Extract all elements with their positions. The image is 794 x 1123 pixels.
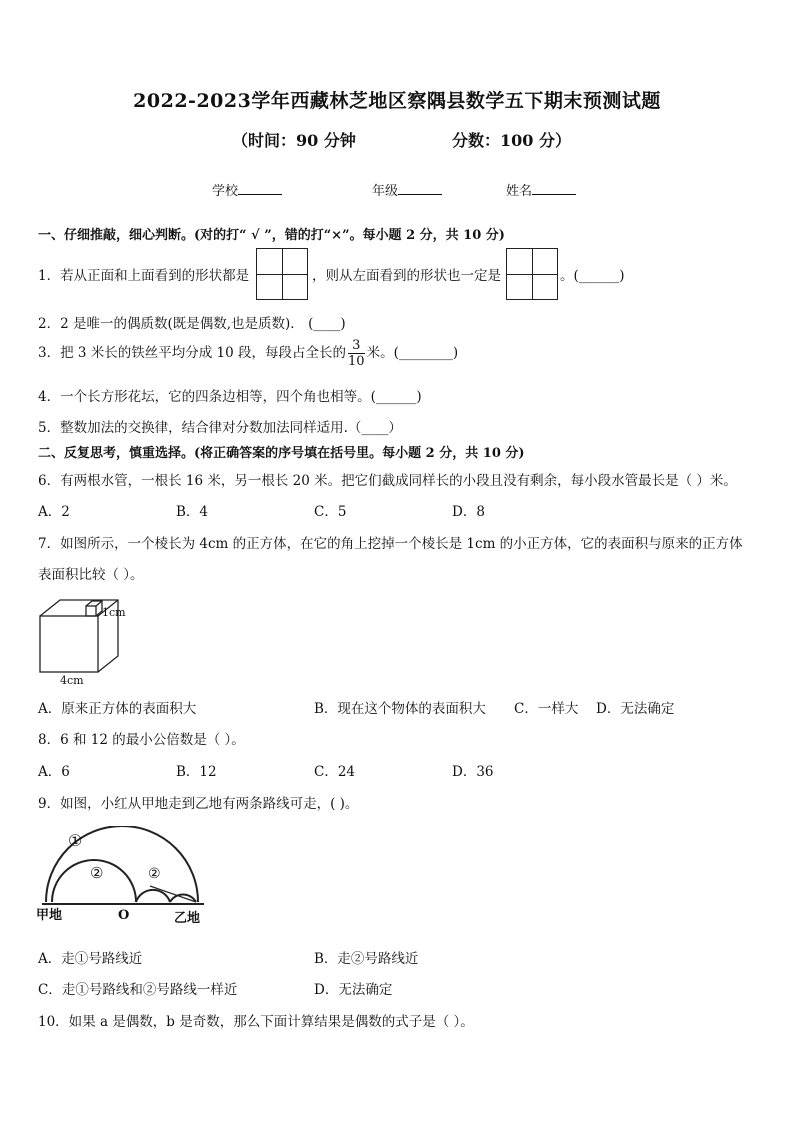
exam-time: （时间：90 分钟	[232, 131, 356, 150]
question-7-line-1: 7．如图所示，一个棱长为 4cm 的正方体，在它的角上挖掉一个棱长是 1cm 的小正方体，它的表面积与原来的正方体	[38, 536, 743, 552]
q7-option-d[interactable]: D．无法确定	[596, 701, 675, 717]
q9-option-c[interactable]: C．走①号路线和②号路线一样近	[38, 982, 238, 998]
start-label: 甲地	[36, 908, 63, 923]
q7-option-a[interactable]: A．原来正方体的表面积大	[38, 701, 197, 717]
q7-option-b[interactable]: B．现在这个物体的表面积大	[314, 701, 486, 717]
grade-field[interactable]: 年级	[372, 180, 442, 199]
fraction-numerator: 3	[348, 338, 365, 354]
section2-heading: 二、反复思考，慎重选择。(将正确答案的序号填在括号里。每小题 2 分，共 10 分)	[38, 446, 525, 461]
q6-option-b[interactable]: B．4	[176, 504, 209, 520]
section1-heading: 一、仔细推敲，细心判断。(对的打“ √ ”，错的打“×”。每小题 2 分，共 10 分)	[38, 228, 505, 243]
q6-option-d[interactable]: D．8	[452, 504, 485, 520]
q9-option-a[interactable]: A．走①号路线近	[38, 951, 143, 967]
question-1-part-b: ，则从左面看到的形状也一定是	[312, 268, 501, 284]
end-label: 乙地	[174, 911, 201, 926]
question-3-part-a: 3．把 3 米长的铁丝平均分成 10 段，每段占全长的	[38, 345, 347, 361]
question-7-line-2: 表面积比较（ ）。	[38, 567, 144, 583]
question-3-part-b: 米。(________)	[366, 345, 459, 361]
small-cube-front	[86, 606, 96, 616]
q7-option-c[interactable]: C．一样大	[514, 701, 579, 717]
small-cube-label: 1cm	[102, 606, 126, 619]
exam-title: 2022-2023学年西藏林芝地区察隅县数学五下期末预测试题	[133, 90, 661, 112]
route-2-label: ②	[90, 864, 104, 882]
question-10: 10．如果 a 是偶数，b 是奇数，那么下面计算结果是偶数的式子是（ ）。	[38, 1014, 474, 1030]
q9-option-b[interactable]: B．走②号路线近	[314, 951, 419, 967]
fraction-denominator: 10	[348, 354, 365, 369]
grid-figure-1	[256, 248, 308, 300]
route-1-label: ①	[68, 831, 83, 850]
question-4: 4．一个长方形花坛，它的四条边相等，四个角也相等。(______)	[38, 389, 422, 405]
question-9: 9．如图，小红从甲地走到乙地有两条路线可走，( )。	[38, 796, 359, 812]
hatch-line	[150, 886, 196, 902]
route-figure	[34, 826, 214, 930]
q8-option-d[interactable]: D．36	[452, 764, 494, 780]
q8-option-b[interactable]: B．12	[176, 764, 217, 780]
school-field[interactable]: 学校	[212, 180, 282, 199]
question-6: 6．有两根水管，一根长 16 米，另一根长 20 米。把它们截成同样长的小段且没有剩余，每小段水管最长是（ ）米。	[38, 473, 737, 489]
grid-figure-2	[506, 248, 558, 300]
q6-option-a[interactable]: A．2	[38, 504, 70, 520]
big-cube-label: 4cm	[60, 674, 84, 686]
cube-front-face	[40, 616, 98, 672]
question-1-part-c: 。(______)	[560, 268, 625, 284]
center-label: O	[118, 908, 130, 923]
question-2: 2．2 是唯一的偶质数(既是偶数,也是质数)． (____)	[38, 316, 346, 332]
route-2-small-label: ②	[148, 866, 161, 882]
cube-figure	[34, 594, 144, 686]
question-1-part-a: 1．若从正面和上面看到的形状都是	[38, 268, 250, 284]
name-field[interactable]: 姓名	[506, 180, 576, 199]
exam-score: 分数：100 分）	[452, 131, 571, 150]
question-5: 5．整数加法的交换律，结合律对分数加法同样适用.（____）	[38, 420, 402, 436]
q8-option-c[interactable]: C．24	[314, 764, 356, 780]
q9-option-d[interactable]: D．无法确定	[314, 982, 393, 998]
q8-option-a[interactable]: A．6	[38, 764, 70, 780]
q6-option-c[interactable]: C．5	[314, 504, 347, 520]
fraction	[348, 338, 365, 369]
question-3	[38, 338, 458, 369]
question-8: 8．6 和 12 的最小公倍数是（ ）。	[38, 732, 245, 748]
